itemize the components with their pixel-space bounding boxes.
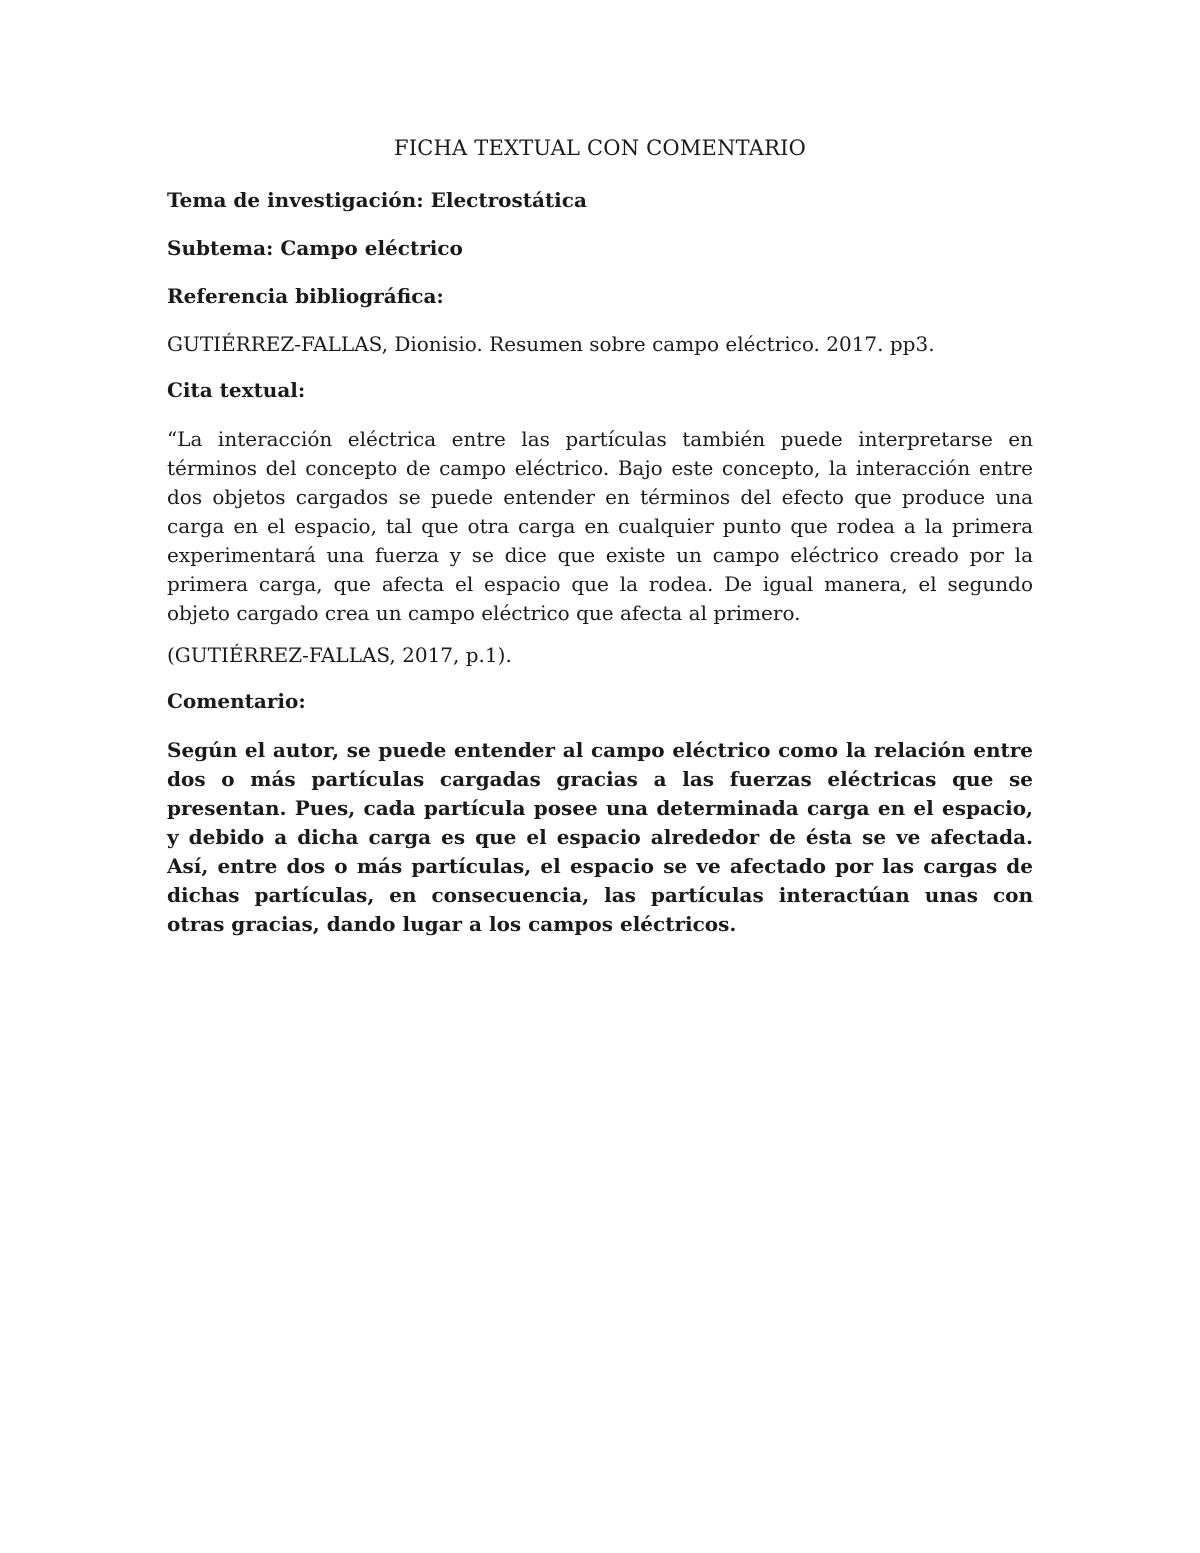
textual-quote-body: “La interacción eléctrica entre las partículas también puede interpretarse en términos del concepto de campo eléctrico. Bajo este concepto, la interacción entre dos objetos cargados se puede entender en términos del efecto que produce una carga en el espacio, tal que otra carga en cualquier punto que rodea a la primera experimentará una fuerza y se dice que existe un campo eléctrico creado por la primera carga, que afecta el espacio que la rodea. De igual manera, el segundo objeto cargado crea un campo eléctrico que afecta al primero. (167, 427, 1033, 625)
subtopic-value: Campo eléctrico (280, 236, 463, 260)
research-topic-label: Tema de investigación: (167, 188, 424, 212)
research-topic-value: Electrostática (430, 188, 587, 212)
research-topic (167, 187, 1033, 213)
bibliographic-reference-text: GUTIÉRREZ-FALLAS, Dionisio. Resumen sobre campo eléctrico. 2017. pp3. (167, 332, 935, 356)
bibliographic-reference-heading: Referencia bibliográfica: (167, 284, 444, 308)
document-page (167, 136, 1033, 939)
document-title: FICHA TEXTUAL CON COMENTARIO (394, 136, 806, 160)
comment-body: Según el autor, se puede entender al campo eléctrico como la relación entre dos o más partículas cargadas gracias a las fuerzas eléctricas que se presentan. Pues, cada partícula posee una determinada carga en el espacio, y debido a dicha carga es que el espacio alrededor de ésta se ve afectada. Así, entre dos o más partículas, el espacio se ve afectado por las cargas de dichas partículas, en consecuencia, las partículas interactúan unas con otras gracias, dando lugar a los campos eléctricos. (167, 738, 1033, 936)
comment-heading: Comentario: (167, 689, 306, 713)
subtopic (167, 235, 1033, 261)
quote-citation: (GUTIÉRREZ-FALLAS, 2017, p.1). (167, 643, 512, 667)
subtopic-label: Subtema: (167, 236, 274, 260)
textual-quote-heading: Cita textual: (167, 378, 306, 402)
